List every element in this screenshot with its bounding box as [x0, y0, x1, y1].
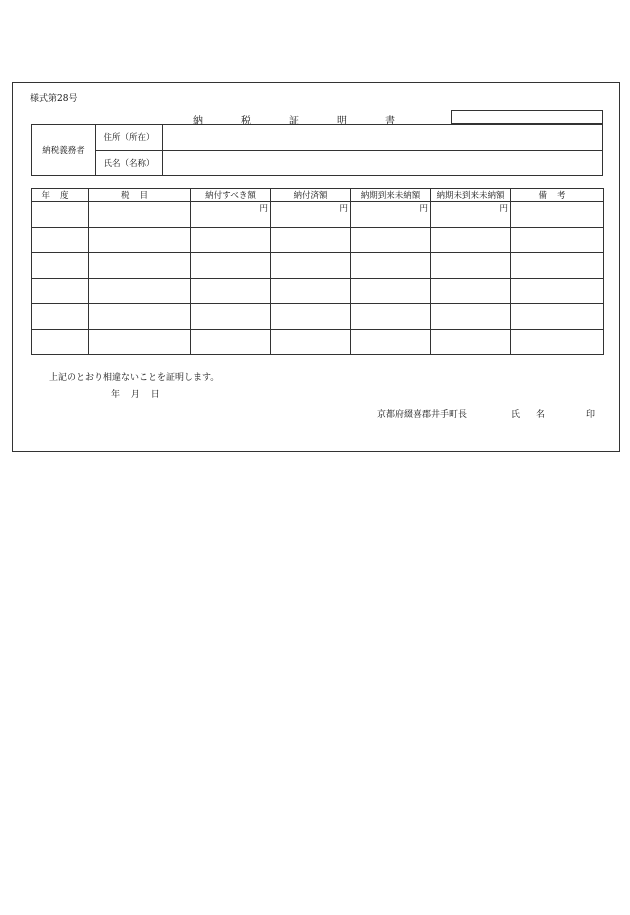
name-field[interactable] [163, 150, 603, 176]
cell-not-yet-due-unpaid[interactable] [431, 202, 511, 228]
header-not-yet-due-unpaid: 納期未到来未納額 [431, 189, 511, 202]
table-row [32, 329, 604, 355]
cell-not-yet-due-unpaid[interactable] [431, 304, 511, 330]
cell-tax-item[interactable] [89, 202, 191, 228]
cell-overdue-unpaid[interactable] [351, 227, 431, 253]
cell-tax-item[interactable] [89, 253, 191, 279]
issuer-name: 京都府綴喜郡井手町長 [377, 410, 468, 420]
header-amount-paid: 納付済額 [271, 189, 351, 202]
cell-not-yet-due-unpaid[interactable] [431, 278, 511, 304]
cell-amount-paid[interactable] [271, 202, 351, 228]
header-fiscal-year: 年度 [32, 189, 89, 202]
cell-amount-paid[interactable] [271, 278, 351, 304]
table-row [32, 278, 604, 304]
cell-fiscal-year[interactable] [32, 227, 89, 253]
cell-not-yet-due-unpaid[interactable] [431, 253, 511, 279]
form-number: 様式第28号 [30, 94, 78, 104]
cell-tax-item[interactable] [89, 278, 191, 304]
name-label: 氏名（名称） [96, 150, 163, 176]
cell-fiscal-year[interactable] [32, 278, 89, 304]
date-line: 年 月 日 [111, 390, 160, 400]
cell-amount-due[interactable] [191, 253, 271, 279]
cell-overdue-unpaid[interactable] [351, 202, 431, 228]
header-overdue-unpaid: 納期到来未納額 [351, 189, 431, 202]
cell-not-yet-due-unpaid[interactable] [431, 227, 511, 253]
cell-overdue-unpaid[interactable] [351, 304, 431, 330]
table-row [32, 202, 604, 228]
cell-tax-item[interactable] [89, 304, 191, 330]
seal-mark: 印 [586, 410, 596, 420]
currency-unit: 円 [419, 204, 428, 214]
cell-fiscal-year[interactable] [32, 304, 89, 330]
currency-unit: 円 [259, 204, 268, 214]
cell-overdue-unpaid[interactable] [351, 278, 431, 304]
cell-amount-due[interactable] [191, 329, 271, 355]
cell-remarks[interactable] [511, 253, 604, 279]
table-row [32, 304, 604, 330]
certificate-number-box [451, 110, 603, 124]
cell-remarks[interactable] [511, 227, 604, 253]
cell-amount-paid[interactable] [271, 253, 351, 279]
cell-remarks[interactable] [511, 202, 604, 228]
cell-overdue-unpaid[interactable] [351, 329, 431, 355]
cell-not-yet-due-unpaid[interactable] [431, 329, 511, 355]
cell-amount-paid[interactable] [271, 227, 351, 253]
cell-fiscal-year[interactable] [32, 253, 89, 279]
cell-fiscal-year[interactable] [32, 329, 89, 355]
taxpayer-role-label: 納税義務者 [32, 125, 96, 176]
cell-amount-due[interactable] [191, 227, 271, 253]
cell-amount-due[interactable] [191, 278, 271, 304]
currency-unit: 円 [499, 204, 508, 214]
cell-remarks[interactable] [511, 304, 604, 330]
tax-records-table [31, 188, 604, 355]
cell-amount-due[interactable] [191, 202, 271, 228]
cell-amount-due[interactable] [191, 304, 271, 330]
header-tax-item: 税目 [89, 189, 191, 202]
table-row [32, 227, 604, 253]
certificate-title: 納税証明書 [193, 116, 433, 127]
header-amount-due: 納付すべき額 [191, 189, 271, 202]
certification-statement: 上記のとおり相違ないことを証明します。 [49, 373, 220, 383]
table-row [32, 253, 604, 279]
cell-remarks[interactable] [511, 278, 604, 304]
cell-overdue-unpaid[interactable] [351, 253, 431, 279]
cell-tax-item[interactable] [89, 329, 191, 355]
certificate-frame [12, 82, 620, 452]
header-remarks: 備考 [511, 189, 604, 202]
table-header-row [32, 189, 604, 202]
address-label: 住所（所在） [96, 125, 163, 151]
cell-tax-item[interactable] [89, 227, 191, 253]
cell-amount-paid[interactable] [271, 304, 351, 330]
taxpayer-table [31, 124, 603, 176]
cell-fiscal-year[interactable] [32, 202, 89, 228]
cell-amount-paid[interactable] [271, 329, 351, 355]
signature-name-label: 氏名 [511, 410, 562, 420]
cell-remarks[interactable] [511, 329, 604, 355]
currency-unit: 円 [339, 204, 348, 214]
address-field[interactable] [163, 125, 603, 151]
